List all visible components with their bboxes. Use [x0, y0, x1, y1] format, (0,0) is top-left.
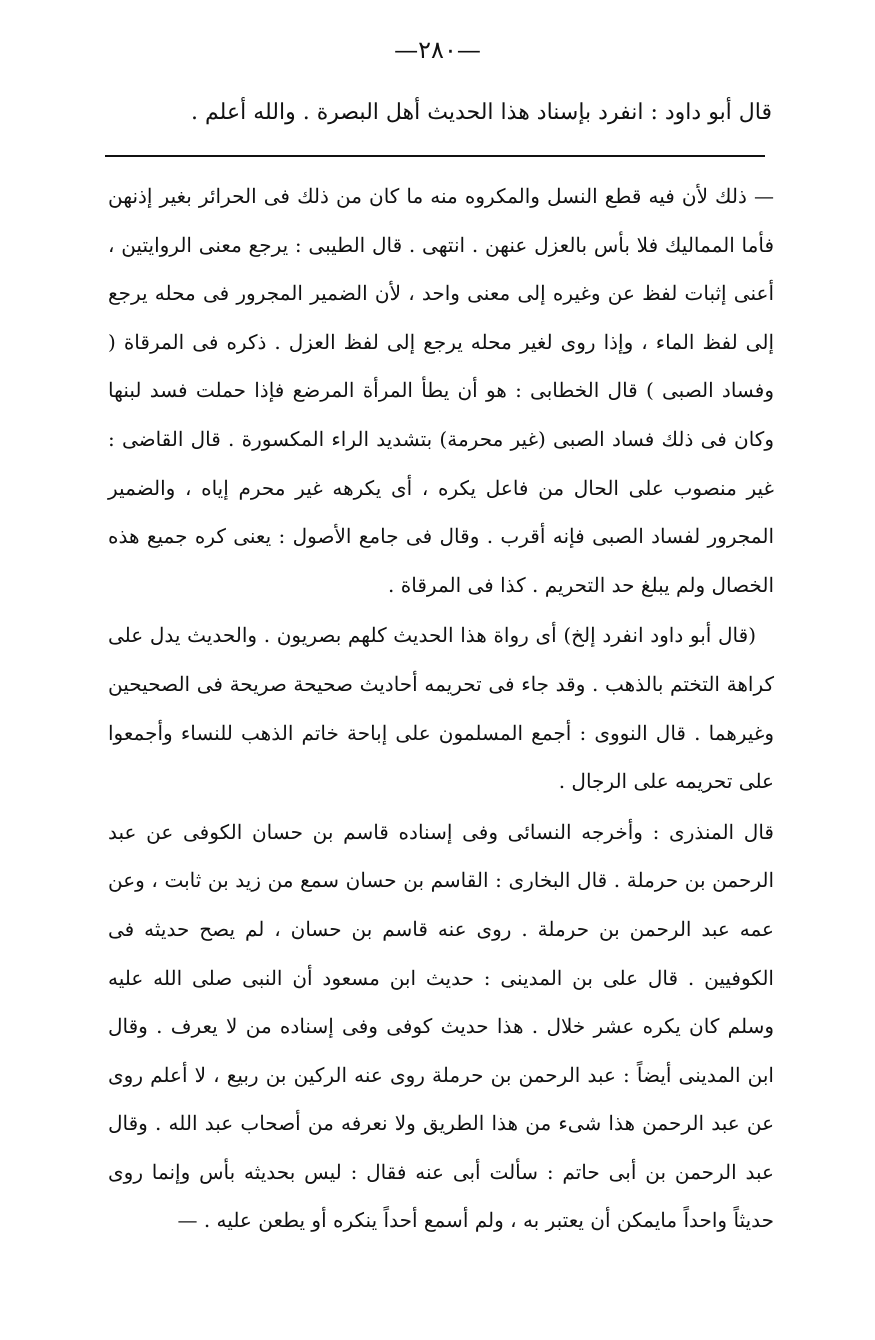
page-number: —٢٨٠— — [394, 36, 481, 64]
hadith-main-text: قال أبو داود : انفرد بإسناد هذا الحديث أهل البصرة . والله أعلم . — [191, 100, 772, 125]
commentary-paragraph: (قال أبو داود انفرد إلخ) أى رواة هذا الحديث كلهم بصريون . والحديث يدل على كراهة التختم بالذهب . وقد جاء فى تحريمه أحاديث صحيحة صريحة فى الصحيحين وغيرهما . قال النووى : أجمع المسلمون على إباحة خاتم الذهب للنساء وأجمعوا على تحريمه على الرجال . — [108, 623, 774, 794]
commentary-paragraph: — ذلك لأن فيه قطع النسل والمكروه منه ما كان من ذلك فى الحرائر بغير إذنهن فأما المماليك فلا بأس بالعزل عنهن . انتهى . قال الطيبى : يرجع معنى الروايتين ، أعنى إثبات لفظ عن وغيره إلى معنى واحد ، لأن الضمير المجرور فى محله يرجع إلى لفظ الماء ، وإذا روى لغير محله يرجع إلى لفظ العزل . ذكره فى المرقاة ( وفساد الصبى ) قال الخطابى : هو أن يطأ المرأة المرضع فإذا حملت فسد لبنها وكان فى ذلك فساد الصبى (غير محرمة) بتشديد الراء المكسورة . قال القاضى : غير منصوب على الحال من فاعل يكره ، أى يكرهه غير محرم إياه ، والضمير المجرور لفساد الصبى فإنه أقرب . وقال فى جامع الأصول : يعنى كره جميع هذه الخصال ولم يبلغ حد التحريم . كذا فى المرقاة . — [108, 184, 775, 597]
commentary-paragraph: قال المنذرى : وأخرجه النسائى وفى إسناده قاسم بن حسان الكوفى عن عبد الرحمن بن حرملة . قال البخارى : القاسم بن حسان سمع من زيد بن ثابت ، وعن عمه عبد الرحمن بن حرملة . روى عنه قاسم بن حسان ، لم يصح حديثه فى الكوفيين . قال على بن المدينى : حديث ابن مسعود أن النبى صلى الله عليه وسلم كان يكره عشر خلال . هذا حديث كوفى وفى إسناده من لا يعرف . وقال ابن المدينى أيضاً : عبد الرحمن بن حرملة روى عنه الركين بن ربيع ، لا أعلم روى عن عبد الرحمن هذا شىء من هذا الطريق ولا نعرفه من أصحاب عبد الله . وقال عبد الرحمن بن أبى حاتم : سألت أبى عنه فقال : ليس بحديثه بأس وإنما روى حديثاً واحداً مايمكن أن يعتبر به ، ولم أسمع أحداً ينكره أو يطعن عليه . — — [108, 819, 774, 1233]
commentary-section — [108, 172, 774, 1245]
separator-rule — [105, 155, 765, 157]
